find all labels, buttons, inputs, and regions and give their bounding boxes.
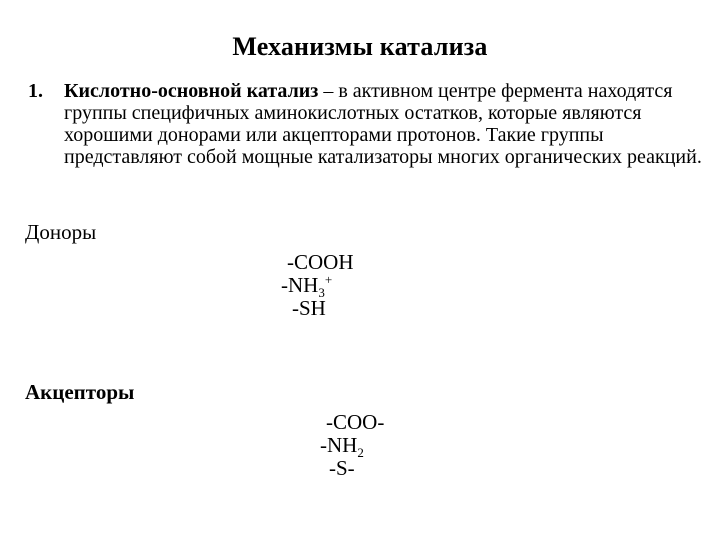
donors-heading: Доноры: [25, 220, 97, 244]
acceptor-group-carboxylate: -COO-: [326, 410, 385, 434]
acceptor-group-amino: $-NH_2$: [320, 433, 364, 461]
term-acid-base-catalysis: Кислотно-основной катализ: [64, 80, 319, 102]
acceptors-heading: Акцепторы: [25, 380, 135, 404]
slide-title: Механизмы катализа: [232, 32, 488, 61]
list-item-acid-base-catalysis: [28, 80, 708, 168]
donor-group-ammonium: $-NH_3^+$: [281, 272, 333, 301]
donor-group-carboxyl: -COOH: [287, 250, 354, 274]
term-definition: – в активном центре фермента находятся группы специфичных аминокислотных остатков, которые являются хорошими донорами или акцепторами протонов. Такие группы представляют собой мощные катализаторы многих органических реакций.: [64, 80, 702, 168]
list-item-body: [64, 80, 708, 168]
list-item-number: 1.: [28, 80, 43, 102]
acceptor-group-thiolate: -S-: [329, 456, 355, 480]
donor-group-thiol: -SH: [292, 296, 326, 320]
